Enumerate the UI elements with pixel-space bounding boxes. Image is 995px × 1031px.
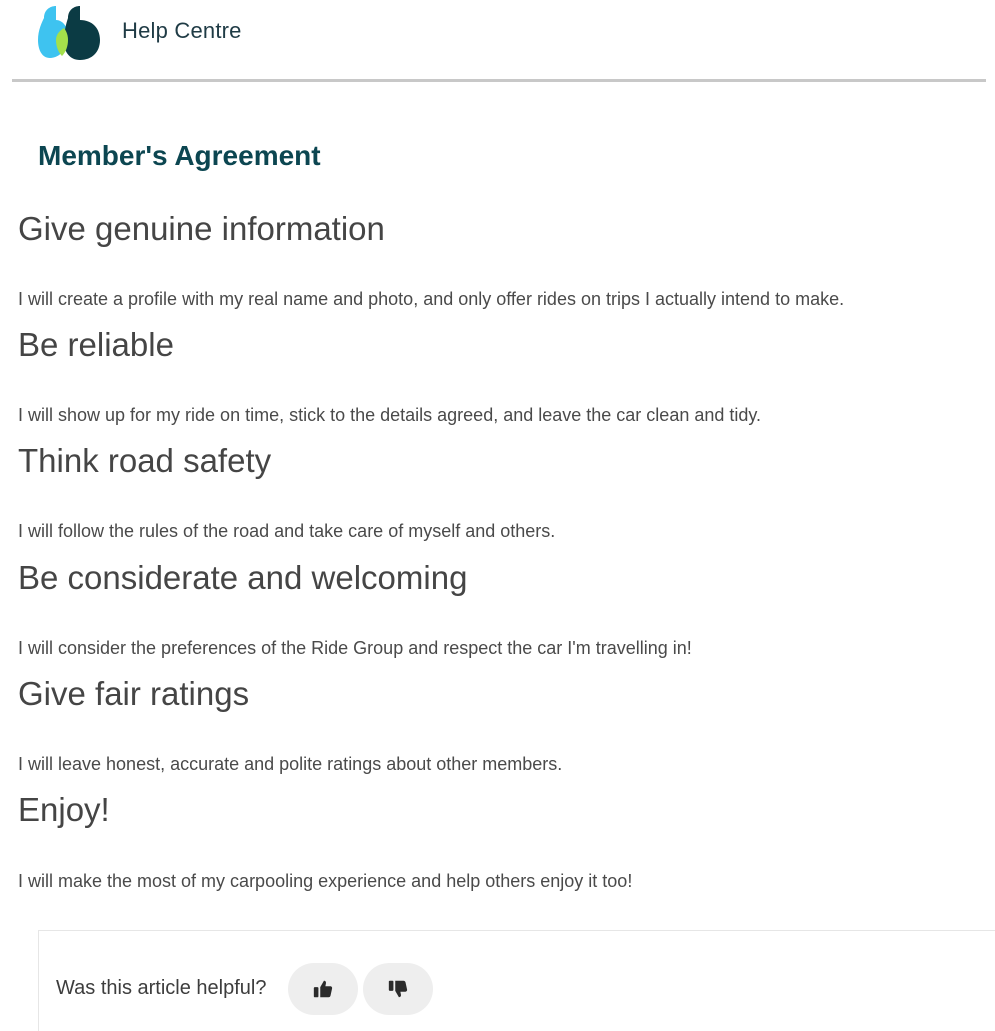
section-text-reliable: I will show up for my ride on time, stick to the details agreed, and leave the car clean and tidy. <box>18 405 762 425</box>
blablacar-logo-icon[interactable] <box>36 4 104 60</box>
section-text-fair-ratings: I will leave honest, accurate and polite ratings about other members. <box>18 754 563 774</box>
feedback-question: Was this article helpful? <box>56 977 267 999</box>
helpful-yes-button[interactable] <box>288 963 358 1015</box>
section-heading-road-safety: Think road safety <box>18 442 272 479</box>
page-title: Member's Agreement <box>38 140 321 171</box>
header-title[interactable]: Help Centre <box>122 18 242 43</box>
section-text-genuine-information: I will create a profile with my real name and photo, and only offer rides on trips I actually intend to make. <box>18 289 845 309</box>
section-text-considerate: I will consider the preferences of the Ride Group and respect the car I'm travelling in! <box>18 638 692 658</box>
thumbs-up-icon <box>312 978 334 1000</box>
section-text-enjoy: I will make the most of my carpooling experience and help others enjoy it too! <box>18 871 633 891</box>
header-divider <box>12 79 986 82</box>
section-heading-considerate: Be considerate and welcoming <box>18 559 468 596</box>
section-heading-fair-ratings: Give fair ratings <box>18 675 250 712</box>
section-heading-genuine-information: Give genuine information <box>18 210 385 247</box>
section-text-road-safety: I will follow the rules of the road and take care of myself and others. <box>18 521 556 541</box>
thumbs-down-icon <box>387 978 409 1000</box>
helpful-no-button[interactable] <box>363 963 433 1015</box>
header <box>0 0 995 80</box>
section-heading-reliable: Be reliable <box>18 326 174 363</box>
section-heading-enjoy: Enjoy! <box>18 791 110 828</box>
